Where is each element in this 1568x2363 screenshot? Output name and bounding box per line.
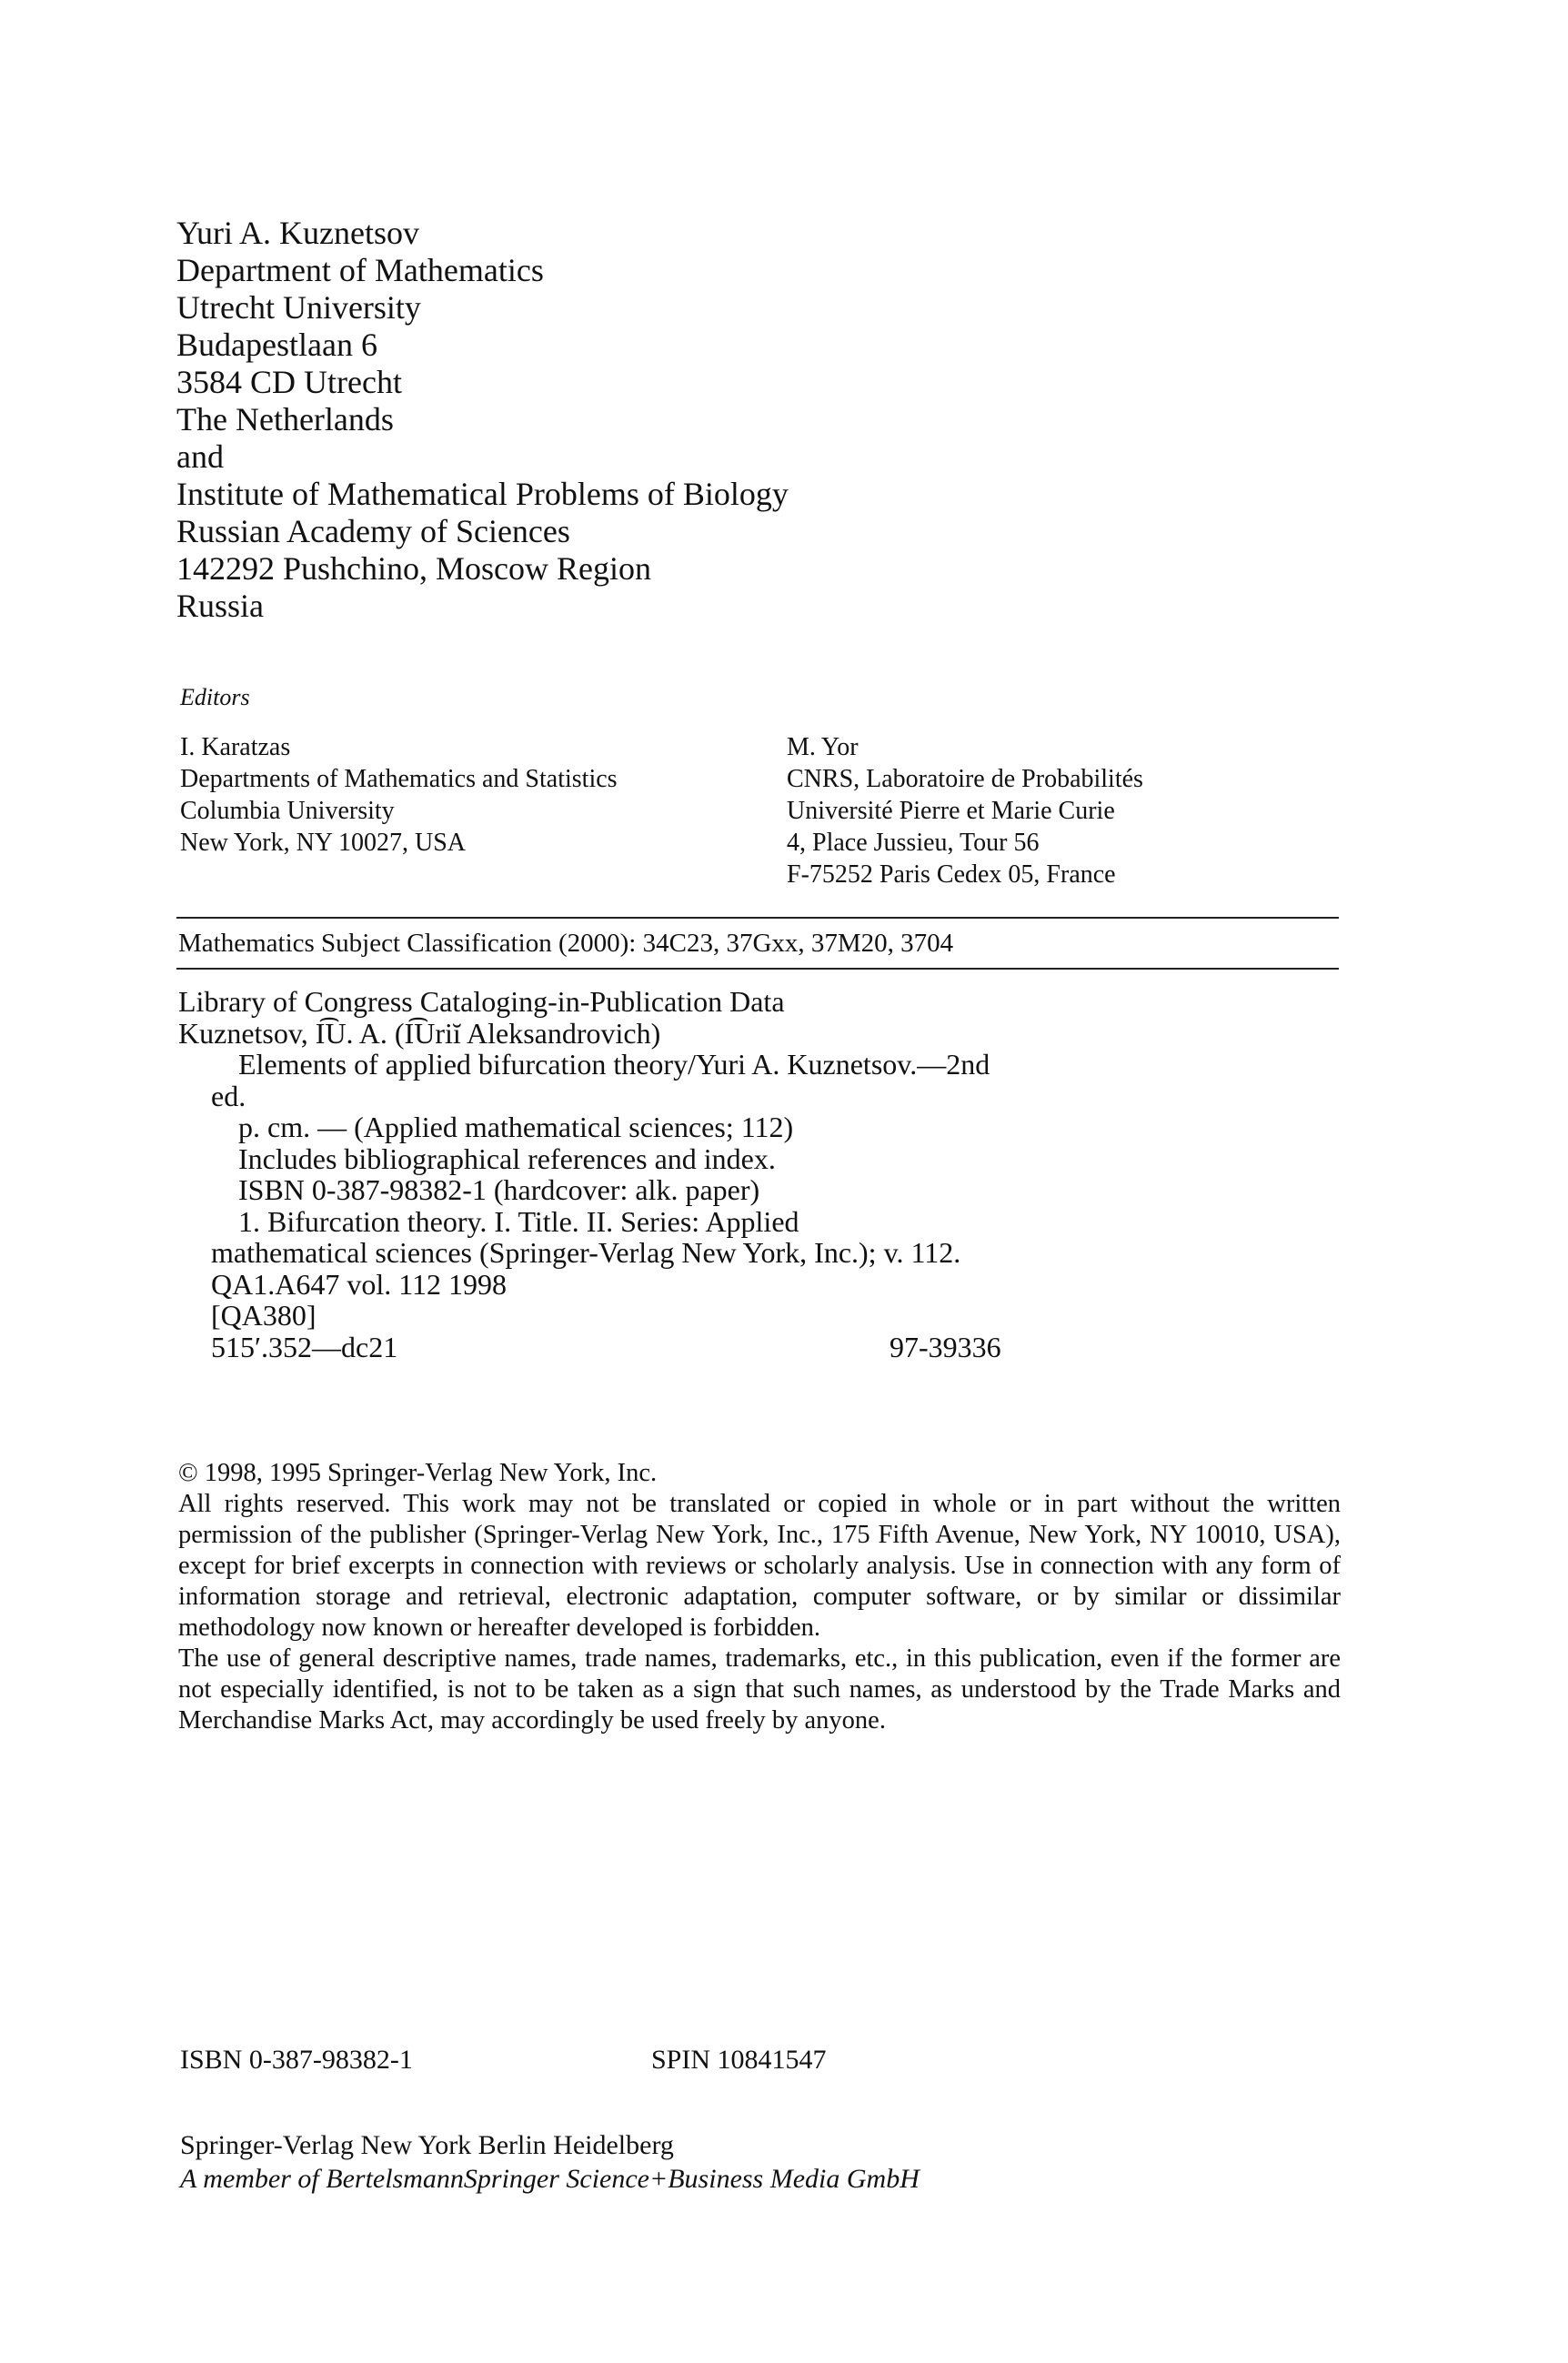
address-line: Department of Mathematics — [176, 252, 544, 288]
cip-title-cont: ed. — [211, 1079, 246, 1112]
publisher-member: A member of BertelsmannSpringer Science+Business Media GmbH — [180, 2164, 920, 2194]
rights-statement: All rights reserved. This work may not be translated or copied in whole or in part without the written permission of the publisher (Springer-Verlag New York, Inc., 175 Fifth Avenue, New York, NY 10010, USA), except for brief excerpts in connection with reviews or scholarly analysis. Use in connection with any form of information storage and retrieval, electronic adaptation, computer software, or by similar or dissimilar methodology now known or hereafter developed is forbidden. — [178, 1490, 1341, 1642]
copyright-line: © 1998, 1995 Springer-Verlag New York, Inc. — [178, 1459, 658, 1487]
editor-karatzas — [180, 731, 618, 859]
copyright-block — [178, 1458, 1341, 1736]
cip-isbn: ISBN 0-387-98382-1 (hardcover: alk. paper) — [238, 1173, 760, 1206]
address-line: 142292 Pushchino, Moscow Region — [176, 550, 651, 587]
cip-author: Kuznetsov, I͡U. A. (I͡Uriĭ Aleksandrovich) — [178, 1016, 661, 1050]
address-line: The Netherlands — [176, 401, 394, 437]
address-line: Institute of Mathematical Problems of Biology — [176, 476, 789, 512]
address-line: Budapestlaan 6 — [176, 327, 377, 363]
cip-title: Elements of applied bifurcation theory/Yuri A. Kuznetsov.—2nd — [238, 1048, 990, 1081]
cataloging-data — [178, 986, 1051, 1362]
editor-line: I. Karatzas — [180, 733, 291, 761]
divider — [176, 917, 1339, 919]
cip-dewey: 515′.352—dc21 — [211, 1330, 398, 1363]
author-address — [176, 215, 789, 625]
editor-line: Columbia University — [180, 797, 395, 825]
isbn: ISBN 0-387-98382-1 — [180, 2045, 413, 2075]
editor-line: New York, NY 10027, USA — [180, 829, 466, 857]
address-line: Russia — [176, 588, 265, 624]
address-line: Russian Academy of Sciences — [176, 513, 570, 549]
trademark-statement: The use of general descriptive names, trade names, trademarks, etc., in this publication, even if the former are not especially identified, is not to be taken as a sign that such names, as understood by the Trade Marks and Merchandise Marks Act, may accordingly be used freely by anyone. — [178, 1644, 1341, 1735]
editor-line: Departments of Mathematics and Statistics — [180, 765, 618, 793]
editor-line: Université Pierre et Marie Curie — [787, 797, 1115, 825]
publisher-imprint: Springer-Verlag New York Berlin Heidelberg — [180, 2130, 674, 2160]
cip-lccn: 97-39336 — [890, 1330, 1001, 1363]
editors-label: Editors — [180, 684, 250, 710]
editor-line: CNRS, Laboratoire de Probabilités — [787, 765, 1143, 793]
spin-number: SPIN 10841547 — [651, 2045, 827, 2075]
cip-lc-alt: [QA380] — [211, 1299, 317, 1332]
address-line: Utrecht University — [176, 289, 421, 326]
editor-yor — [787, 731, 1143, 890]
cip-heading: Library of Congress Cataloging-in-Publication Data — [178, 985, 785, 1018]
editor-line: F-75252 Paris Cedex 05, France — [787, 860, 1116, 889]
cip-lc-call: QA1.A647 vol. 112 1998 — [211, 1267, 508, 1301]
subject-classification: Mathematics Subject Classification (2000): 34C23, 37Gxx, 37M20, 3704 — [178, 929, 954, 958]
author-name: Yuri A. Kuznetsov — [176, 215, 419, 251]
divider — [176, 968, 1339, 970]
editor-line: 4, Place Jussieu, Tour 56 — [787, 829, 1040, 857]
cip-subjects: 1. Bifurcation theory. I. Title. II. Series: Applied — [238, 1204, 799, 1238]
address-line: 3584 CD Utrecht — [176, 364, 402, 400]
cip-dewey-row — [178, 1332, 1051, 1363]
cip-notes: Includes bibliographical references and index. — [238, 1141, 776, 1175]
editor-line: M. Yor — [787, 733, 859, 761]
address-line: and — [176, 438, 224, 475]
cip-subjects-cont: mathematical sciences (Springer-Verlag New York, Inc.); v. 112. — [211, 1236, 961, 1269]
cip-physical: p. cm. — (Applied mathematical sciences; 112) — [238, 1111, 794, 1143]
